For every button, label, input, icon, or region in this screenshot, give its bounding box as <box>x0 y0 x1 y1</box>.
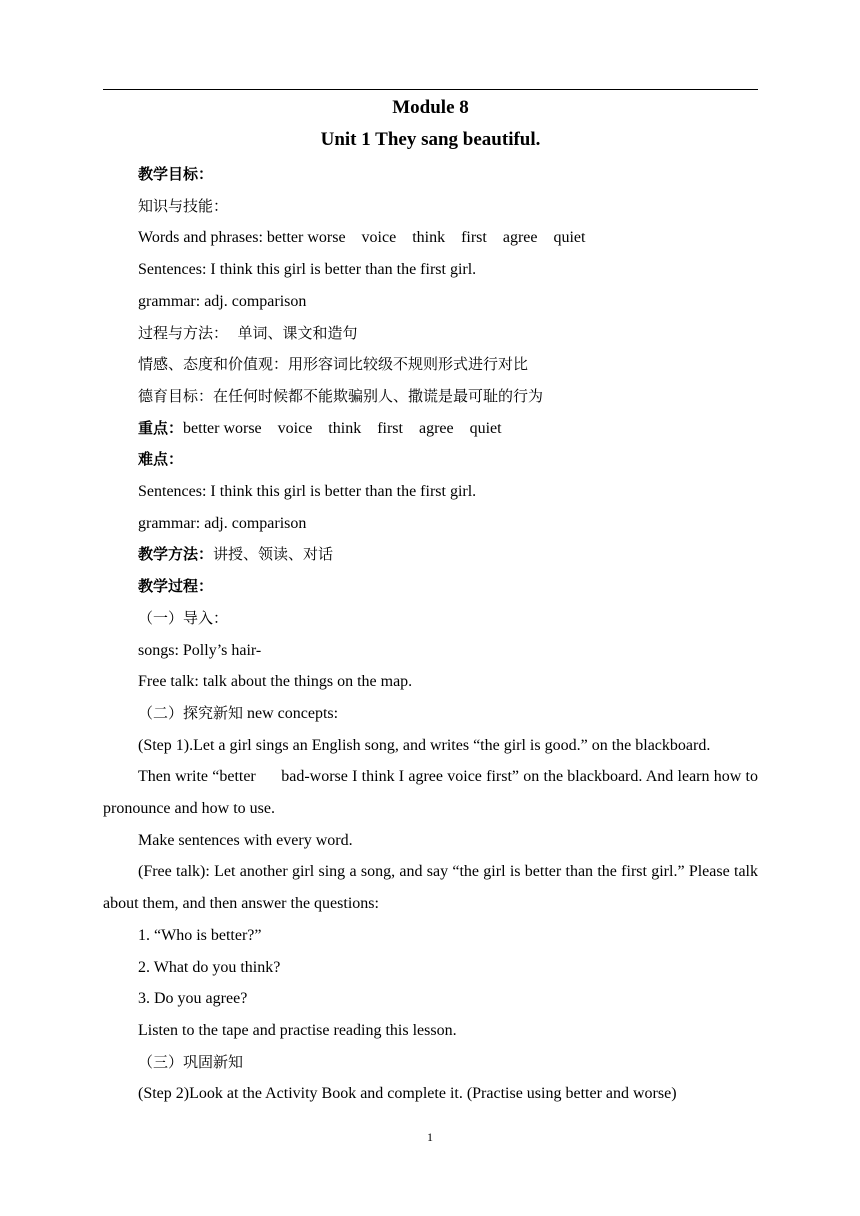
module-title: Module 8 <box>392 97 469 118</box>
document-body <box>103 159 762 1110</box>
objectives-heading: 教学目标： <box>138 165 214 183</box>
question-3: 3. Do you agree? <box>138 990 248 1008</box>
knowledge-label: 知识与技能： <box>138 196 229 215</box>
free-talk-line: Free talk: talk about the things on the map. <box>138 673 413 691</box>
method-value: 讲授、领读、对话 <box>213 545 334 564</box>
words-line: Words and phrases: better worse voice think first agree quiet <box>138 229 586 247</box>
method-label: 教学方法： <box>138 545 214 564</box>
difficulty-grammar: grammar: adj. comparison <box>138 514 307 532</box>
key-label: 重点： <box>138 418 184 437</box>
process-value: 单词、课文和造句 <box>228 323 358 342</box>
question-1: 1. “Who is better?” <box>138 926 262 944</box>
page-number: 1 <box>427 1130 433 1144</box>
difficulty-sentences: Sentences: I think this girl is better than the first girl. <box>138 483 477 501</box>
step1-line: (Step 1).Let a girl sings an English song, and writes “the girl is good.” on the blackboard. <box>138 736 711 754</box>
process-label: 过程与方法： <box>138 323 229 342</box>
sentences-line: Sentences: I think this girl is better than the first girl. <box>138 261 477 279</box>
method-line <box>103 539 758 571</box>
question-2: 2. What do you think? <box>138 958 281 976</box>
unit-title: Unit 1 They sang beautiful. <box>320 129 541 150</box>
difficulty-label: 难点： <box>138 450 184 469</box>
songs-line: songs: Polly’s hair- <box>138 641 262 659</box>
section2-label-en: new concepts: <box>243 704 339 722</box>
key-value: better worse voice think first agree quiet <box>183 419 502 437</box>
emotion-line: 情感、态度和价值观：用形容词比较级不规则形式进行对比 <box>138 355 529 374</box>
section3-label: （三）巩固新知 <box>138 1052 244 1071</box>
header-rule <box>103 89 758 90</box>
process-heading: 教学过程： <box>138 577 214 596</box>
step2-line: (Step 2)Look at the Activity Book and complete it. (Practise using better and worse) <box>138 1085 677 1103</box>
moral-line: 德育目标：在任何时候都不能欺骗别人、撒谎是最可耻的行为 <box>138 386 544 405</box>
section2-label-cn: （二）探究新知 <box>138 703 244 722</box>
listen-line: Listen to the tape and practise reading this lesson. <box>138 1021 457 1039</box>
grammar-line: grammar: adj. comparison <box>138 292 307 310</box>
then-write-paragraph: Then write “better bad-worse I think I agree voice first” on the blackboard. And learn how to pronounce and how to use. <box>103 768 762 818</box>
process-method-line <box>103 318 758 350</box>
free-talk-paragraph: (Free talk): Let another girl sing a song, and say “the girl is better than the first girl.” Please talk about them, and then answer the questions: <box>103 863 758 913</box>
make-sentences-line: Make sentences with every word. <box>138 831 353 849</box>
section2-line <box>103 698 758 730</box>
section1-label: （一）导入： <box>138 608 229 627</box>
key-points-line <box>103 413 758 445</box>
